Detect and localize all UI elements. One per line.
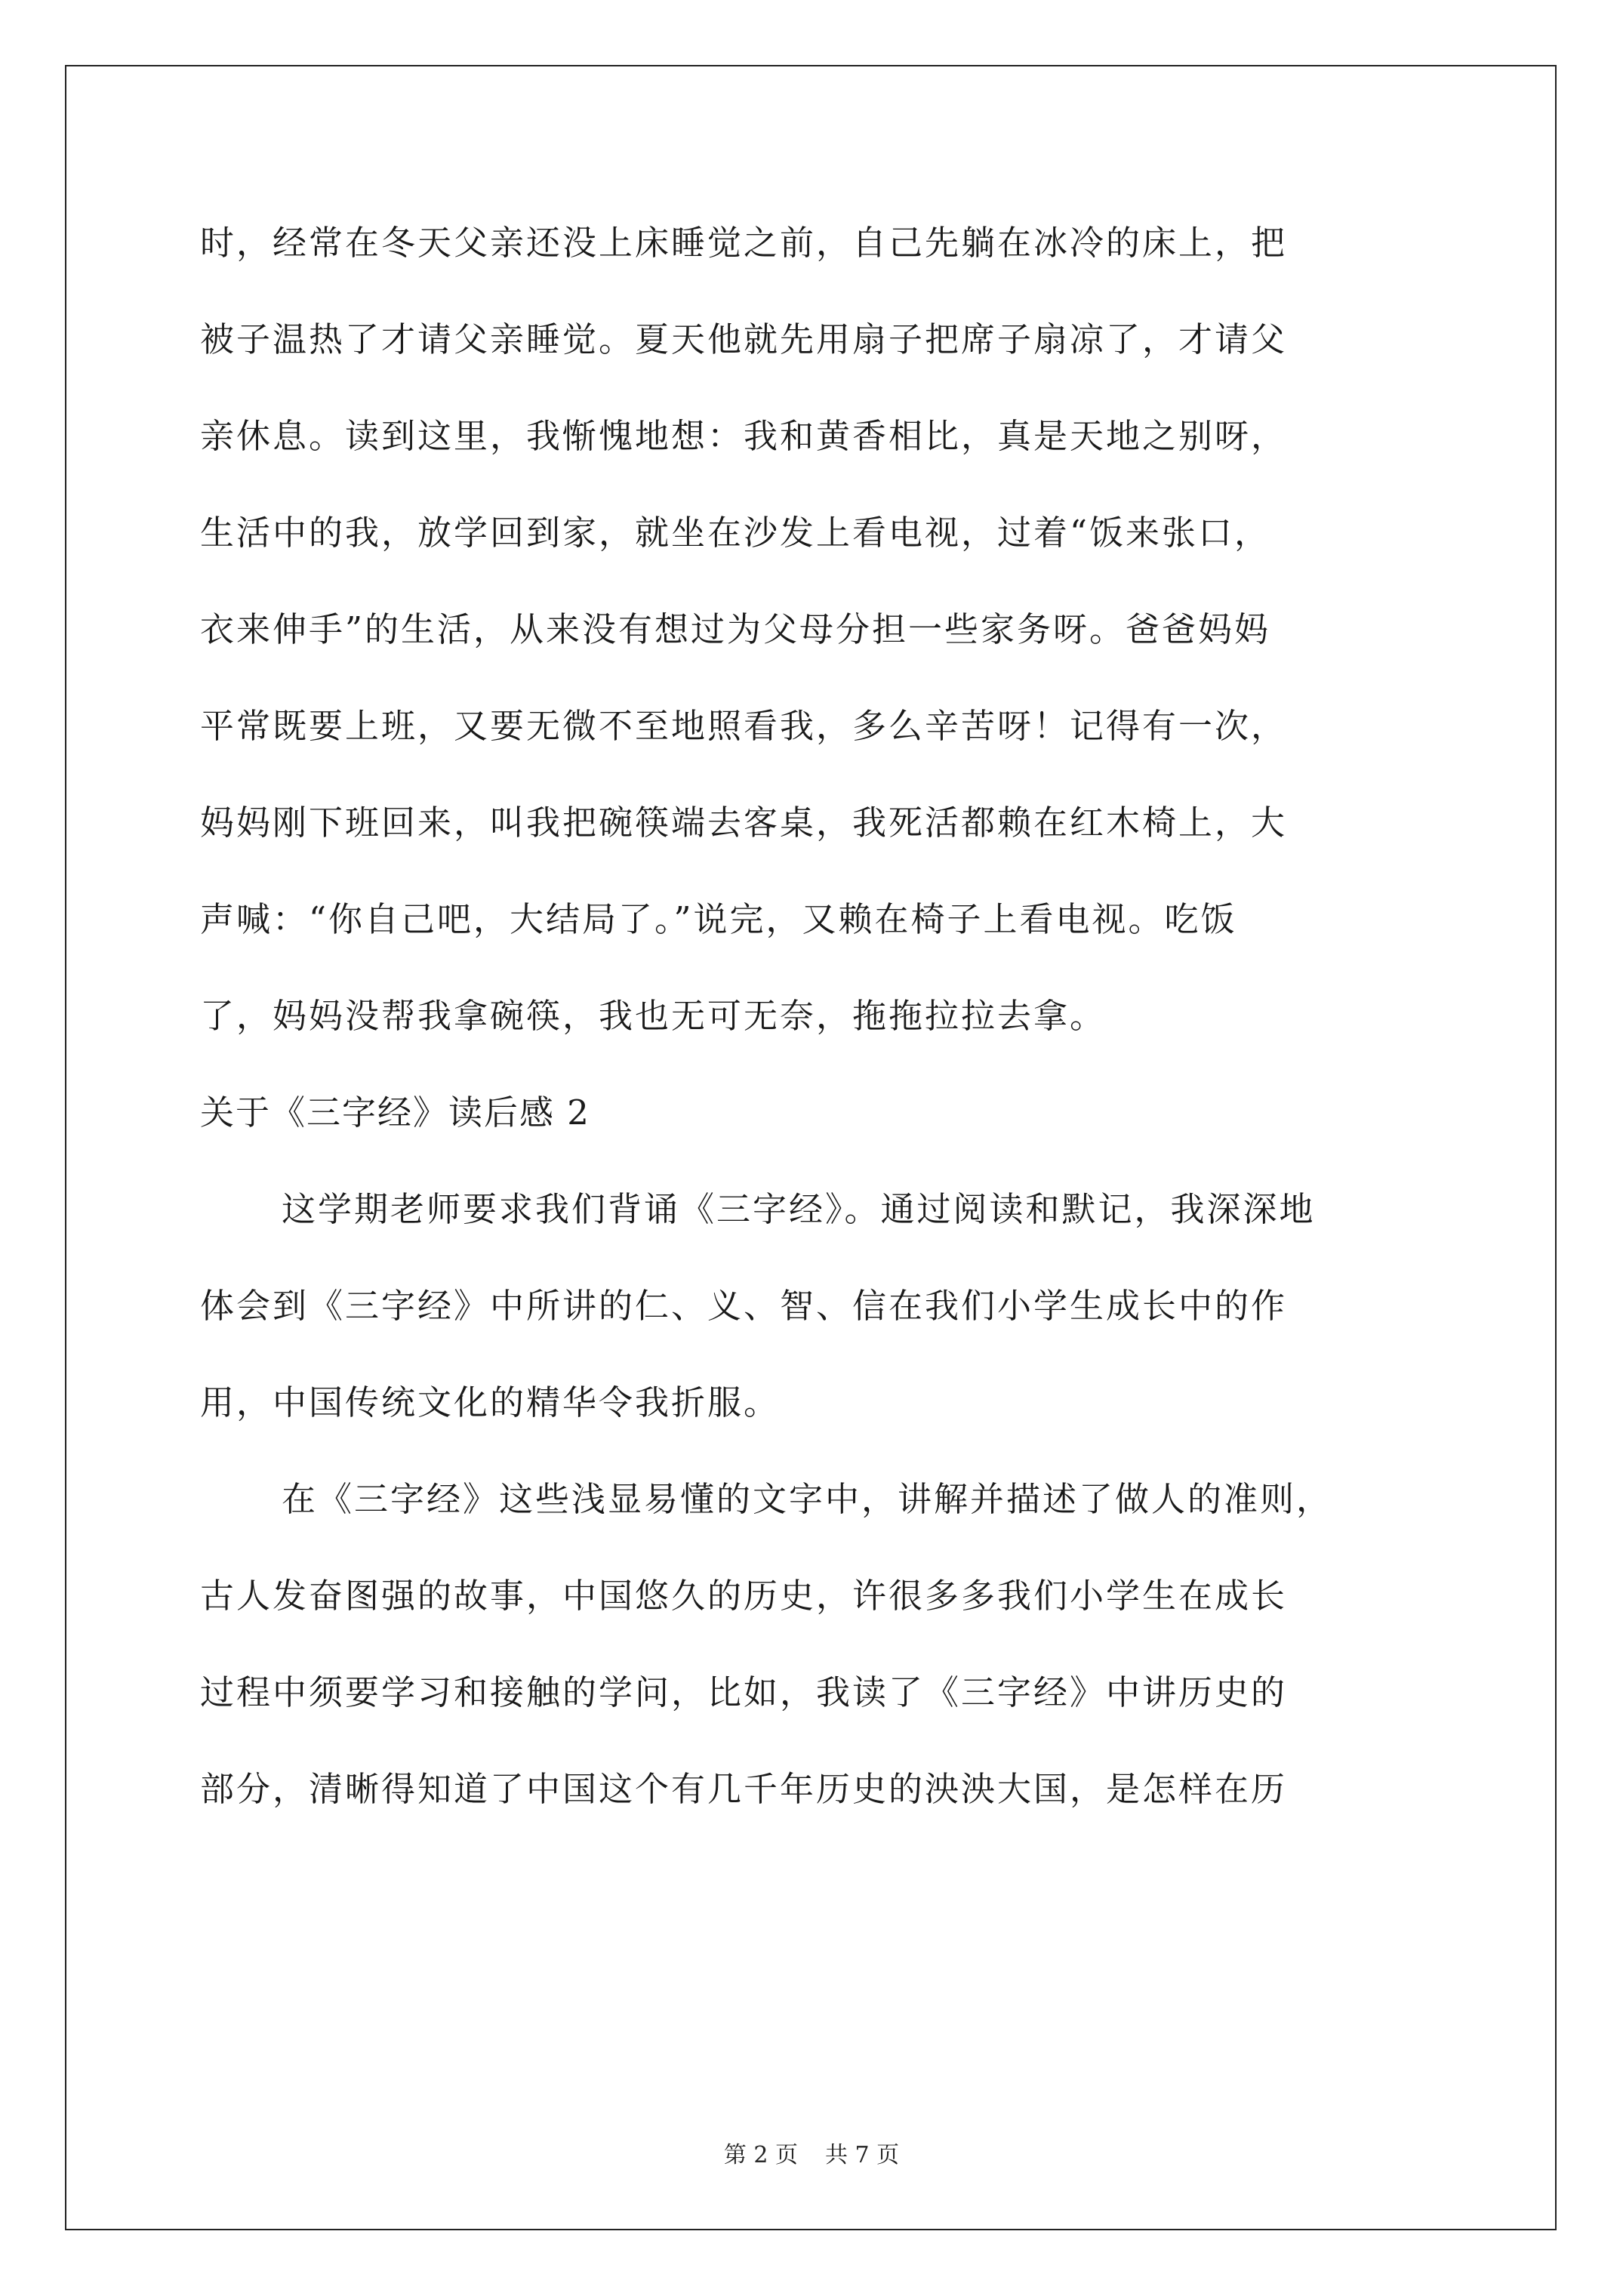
page-footer xyxy=(0,2140,1623,2171)
text-line: 这学期老师要求我们背诵《三字经》。通过阅读和默记，我深深地 xyxy=(282,1189,1316,1229)
text-line: 妈妈刚下班回来，叫我把碗筷端去客桌，我死活都赖在红木椅上，大 xyxy=(200,803,1288,843)
text-line: 亲休息。读到这里，我惭愧地想：我和黄香相比，真是天地之别呀， xyxy=(200,416,1288,456)
text-line: 被子温热了才请父亲睡觉。夏天他就先用扇子把席子扇凉了，才请父 xyxy=(200,319,1288,359)
page-number: 第 2 页 xyxy=(723,2142,798,2168)
text-line: 平常既要上班，又要无微不至地照看我，多么辛苦呀！记得有一次， xyxy=(200,706,1288,746)
text-line: 声喊：“你自己吧，大结局了。”说完，又赖在椅子上看电视。吃饭 xyxy=(200,899,1237,939)
text-line: 过程中须要学习和接触的学问，比如，我读了《三字经》中讲历史的 xyxy=(200,1672,1288,1712)
text-line: 在《三字经》这些浅显易懂的文字中，讲解并描述了做人的准则， xyxy=(282,1479,1333,1519)
document-body xyxy=(200,195,1423,1838)
text-line: 部分，清晰得知道了中国这个有几千年历史的泱泱大国，是怎样在历 xyxy=(200,1769,1288,1809)
text-line: 了，妈妈没帮我拿碗筷，我也无可无奈，拖拖拉拉去拿。 xyxy=(200,996,1107,1036)
text-line: 古人发奋图强的故事，中国悠久的历史，许很多多我们小学生在成长 xyxy=(200,1576,1288,1616)
text-line: 时，经常在冬天父亲还没上床睡觉之前，自己先躺在冰冷的床上，把 xyxy=(200,223,1288,263)
text-line: 衣来伸手”的生活，从来没有想过为父母分担一些家务呀。爸爸妈妈 xyxy=(200,609,1271,649)
text-line: 用，中国传统文化的精华令我折服。 xyxy=(200,1382,781,1422)
text-line: 生活中的我，放学回到家，就坐在沙发上看电视，过着“饭来张口， xyxy=(200,513,1271,553)
text-line: 体会到《三字经》中所讲的仁、义、智、信在我们小学生成长中的作 xyxy=(200,1286,1288,1326)
section-heading: 关于《三字经》读后感 2 xyxy=(200,1093,590,1133)
page-total: 共 7 页 xyxy=(825,2142,900,2168)
